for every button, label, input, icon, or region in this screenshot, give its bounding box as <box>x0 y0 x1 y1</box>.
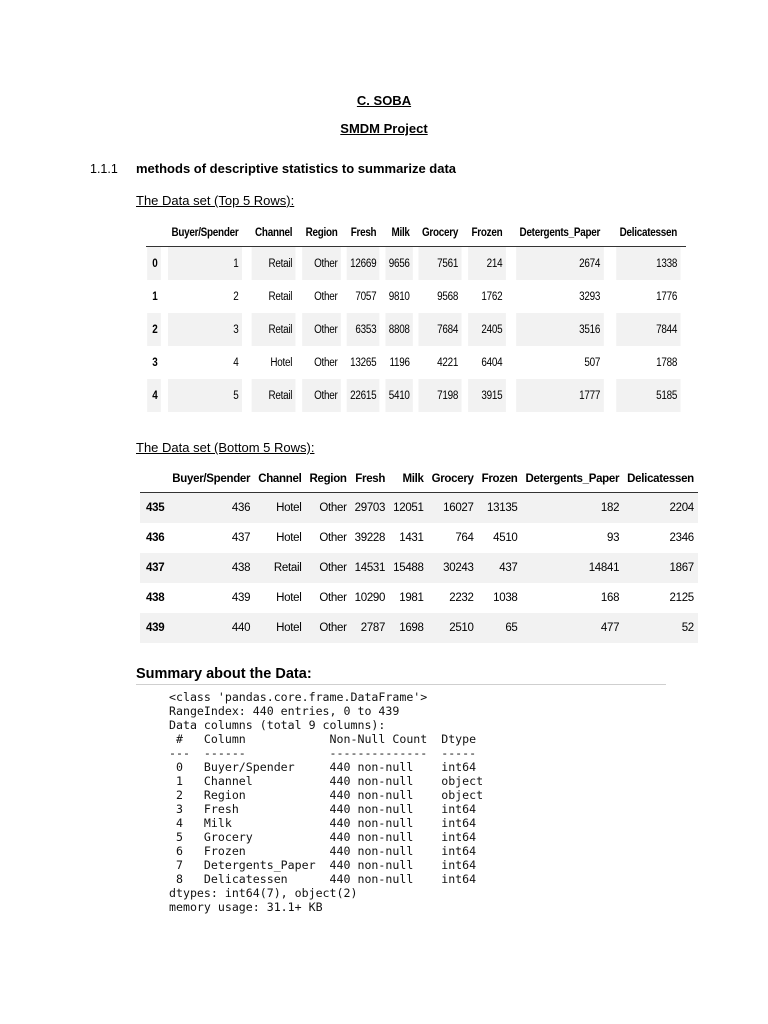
table-cell: 507 <box>584 356 601 369</box>
info-line: # Column Non-Null Count Dtype <box>169 732 477 746</box>
table-cell: 2125 <box>669 592 694 604</box>
table-row <box>146 247 686 281</box>
table-cell: 1338 <box>616 247 680 281</box>
table-cell: 4510 <box>493 532 518 544</box>
table-cell: 7057 <box>355 290 377 303</box>
table-cell: 6353 <box>347 313 380 346</box>
table-cell: 1196 <box>389 356 410 369</box>
table-row <box>146 346 686 379</box>
info-line: 4 Milk 440 non-null int64 <box>169 816 477 830</box>
table-cell: 3293 <box>579 290 601 303</box>
table-cell: 3915 <box>468 379 506 412</box>
table-cell: 9568 <box>437 290 459 303</box>
column-header: Detergents_Paper <box>522 466 624 493</box>
info-line: 7 Detergents_Paper 440 non-null int64 <box>169 858 477 872</box>
table-cell: 1867 <box>623 553 698 583</box>
column-header: Milk <box>389 466 427 493</box>
table-cell: 1 <box>168 247 242 281</box>
project-title: SMDM Project <box>340 121 428 136</box>
table-row <box>146 379 686 412</box>
table-cell: 438 <box>168 553 254 583</box>
info-line: <class 'pandas.core.frame.DataFrame'> <box>169 690 428 704</box>
table-cell: 437 <box>231 532 251 544</box>
table-cell: 7561 <box>419 247 462 281</box>
table-cell: Other <box>305 613 350 643</box>
table-cell: 8808 <box>385 313 413 346</box>
info-line: 6 Frozen 440 non-null int64 <box>169 844 477 858</box>
column-header: Delicatessen <box>616 220 680 247</box>
table-row <box>140 583 698 613</box>
table-cell: Hotel <box>254 613 305 643</box>
column-header: Channel <box>254 466 305 493</box>
table-cell: 9656 <box>385 247 413 281</box>
info-line: 3 Fresh 440 non-null int64 <box>169 802 477 816</box>
table-cell: Hotel <box>276 532 302 544</box>
table-cell: 168 <box>600 592 620 604</box>
info-line: 2 Region 440 non-null object <box>169 788 484 802</box>
table-cell: Hotel <box>254 493 305 524</box>
table-cell: 2 <box>233 290 239 303</box>
column-header: Region <box>305 466 350 493</box>
row-index-cell: 1 <box>152 290 158 303</box>
info-line: 1 Channel 440 non-null object <box>169 774 484 788</box>
table-cell: 2405 <box>468 313 506 346</box>
table-cell: Other <box>314 356 338 369</box>
table-cell: Other <box>305 553 350 583</box>
column-header: Region <box>302 220 341 247</box>
table-cell: 13265 <box>350 356 377 369</box>
table-cell: 1776 <box>655 290 677 303</box>
table-cell: 1431 <box>399 532 424 544</box>
table-cell: Retail <box>254 553 305 583</box>
top-table-caption: The Data set (Top 5 Rows): <box>136 193 295 208</box>
info-line: Data columns (total 9 columns): <box>169 718 386 732</box>
table-cell: Other <box>314 290 338 303</box>
table-cell: Retail <box>268 290 293 303</box>
table-cell: 439 <box>231 592 251 604</box>
table-row <box>140 553 698 583</box>
column-header: Fresh <box>351 466 389 493</box>
table-cell: 9810 <box>388 290 410 303</box>
table-cell: 93 <box>606 532 620 544</box>
row-index-cell: 439 <box>140 613 168 643</box>
top-table-container <box>146 220 677 412</box>
table-cell: Other <box>302 313 341 346</box>
row-index-cell: 3 <box>152 356 158 369</box>
table-header-row <box>140 466 698 493</box>
index-header <box>140 466 168 493</box>
table-cell: 14531 <box>351 553 389 583</box>
table-cell: 3 <box>168 313 242 346</box>
table-cell: 15488 <box>389 553 427 583</box>
row-index-cell: 435 <box>140 493 168 524</box>
table-cell: 440 <box>168 613 254 643</box>
info-line: dtypes: int64(7), object(2) <box>169 886 358 900</box>
info-line: --- ------ -------------- ----- <box>169 746 477 760</box>
table-cell: 214 <box>468 247 506 281</box>
table-cell: 5410 <box>385 379 413 412</box>
table-cell: 2232 <box>449 592 474 604</box>
column-header: Delicatessen <box>623 466 698 493</box>
table-cell: 13135 <box>478 493 522 524</box>
table-cell: 7198 <box>419 379 462 412</box>
table-cell: 5185 <box>616 379 680 412</box>
table-cell: 764 <box>455 532 474 544</box>
info-line: 5 Grocery 440 non-null int64 <box>169 830 477 844</box>
table-cell: 1038 <box>493 592 518 604</box>
column-header: Buyer/Spender <box>168 466 254 493</box>
column-header: Frozen <box>468 220 506 247</box>
table-cell: Hotel <box>276 592 302 604</box>
table-row <box>146 280 686 313</box>
table-cell: 6404 <box>481 356 503 369</box>
column-header: Grocery <box>419 220 462 247</box>
table-cell: 12669 <box>347 247 380 281</box>
table-cell: 436 <box>168 493 254 524</box>
info-line: 8 Delicatessen 440 non-null int64 <box>169 872 477 886</box>
table-cell: Hotel <box>270 356 293 369</box>
table-cell: 477 <box>522 613 624 643</box>
table-cell: 7684 <box>419 313 462 346</box>
table-header-row <box>146 220 686 247</box>
table-cell: 14841 <box>522 553 624 583</box>
table-cell: Other <box>302 379 341 412</box>
summary-heading: Summary about the Data: <box>136 666 312 682</box>
row-index-cell: 436 <box>146 532 165 544</box>
table-row <box>146 313 686 346</box>
table-cell: 1698 <box>389 613 427 643</box>
table-cell: 16027 <box>428 493 478 524</box>
table-row <box>140 613 698 643</box>
table-cell: Other <box>305 493 350 524</box>
table-cell: 182 <box>522 493 624 524</box>
table-cell: Other <box>319 592 347 604</box>
dataframe-info-output <box>169 690 483 914</box>
top-rows-table <box>146 220 686 412</box>
column-header: Frozen <box>478 466 522 493</box>
column-header: Grocery <box>428 466 478 493</box>
table-cell: Retail <box>252 379 296 412</box>
table-cell: 2346 <box>669 532 694 544</box>
row-index-cell: 438 <box>146 592 165 604</box>
table-cell: Retail <box>252 313 296 346</box>
info-line: memory usage: 31.1+ KB <box>169 900 323 914</box>
bottom-table-container <box>140 466 694 643</box>
table-cell: 2787 <box>351 613 389 643</box>
table-cell: 4221 <box>437 356 459 369</box>
table-cell: 1788 <box>655 356 677 369</box>
table-cell: 3516 <box>516 313 603 346</box>
author-name: C. SOBA <box>356 93 412 108</box>
row-index-cell: 4 <box>147 379 161 412</box>
table-cell: 29703 <box>351 493 389 524</box>
table-row <box>140 493 698 524</box>
bottom-table-caption: The Data set (Bottom 5 Rows): <box>136 440 315 455</box>
table-cell: 39228 <box>354 532 386 544</box>
table-cell: 22615 <box>347 379 380 412</box>
table-cell: 12051 <box>389 493 427 524</box>
section-number: 1.1.1 <box>90 162 118 176</box>
table-cell: 2510 <box>428 613 478 643</box>
column-header: Buyer/Spender <box>168 220 242 247</box>
bottom-rows-table <box>140 466 698 643</box>
summary-divider <box>136 684 666 685</box>
index-header <box>147 220 161 247</box>
table-cell: 4 <box>233 356 239 369</box>
row-index-cell: 2 <box>147 313 161 346</box>
column-header: Fresh <box>347 220 380 247</box>
info-line: 0 Buyer/Spender 440 non-null int64 <box>169 760 477 774</box>
table-cell: 30243 <box>428 553 478 583</box>
column-header: Detergents_Paper <box>516 220 603 247</box>
table-cell: Retail <box>252 247 296 281</box>
row-index-cell: 437 <box>140 553 168 583</box>
table-row <box>140 523 698 553</box>
table-cell: 52 <box>623 613 698 643</box>
table-cell: 437 <box>478 553 522 583</box>
table-cell: 2674 <box>516 247 603 281</box>
table-cell: 1777 <box>516 379 603 412</box>
section-title: methods of descriptive statistics to summarize data <box>136 161 457 176</box>
table-cell: 65 <box>478 613 522 643</box>
column-header: Channel <box>252 220 296 247</box>
table-cell: Other <box>319 532 347 544</box>
table-cell: Other <box>302 247 341 281</box>
info-line: RangeIndex: 440 entries, 0 to 439 <box>169 704 400 718</box>
table-cell: 1981 <box>399 592 424 604</box>
column-header: Milk <box>385 220 413 247</box>
table-cell: 2204 <box>623 493 698 524</box>
table-cell: 1762 <box>481 290 503 303</box>
table-cell: 5 <box>168 379 242 412</box>
table-cell: 7844 <box>616 313 680 346</box>
table-cell: 10290 <box>354 592 386 604</box>
row-index-cell: 0 <box>147 247 161 281</box>
